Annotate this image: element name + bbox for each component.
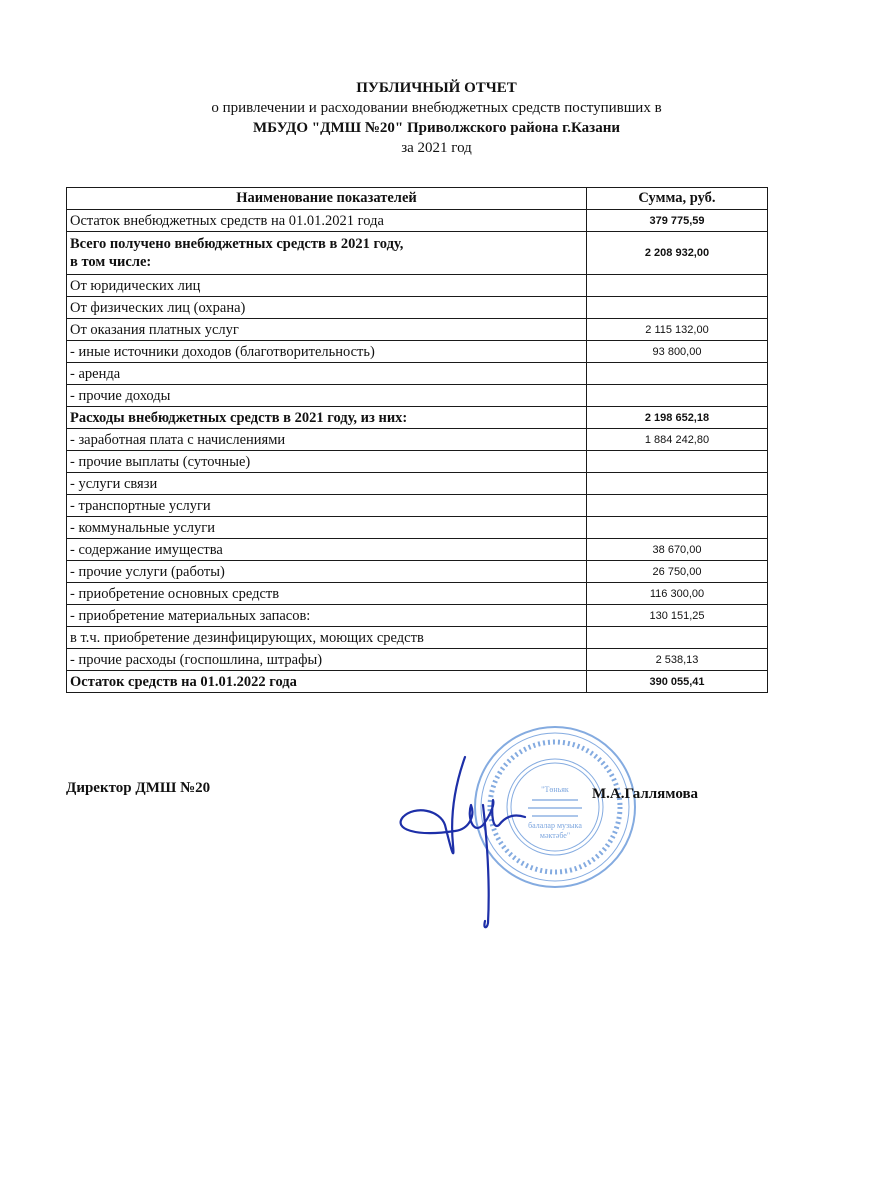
handwritten-signature (395, 745, 545, 935)
row-label: - прочие доходы (67, 385, 587, 407)
row-amount: 379 775,59 (587, 210, 768, 232)
table-row (67, 517, 768, 539)
table-row (67, 495, 768, 517)
row-label: - прочие расходы (госпошлина, штрафы) (67, 649, 587, 671)
row-amount: 26 750,00 (587, 561, 768, 583)
row-label (67, 232, 587, 275)
table-row (67, 210, 768, 232)
table-row (67, 297, 768, 319)
row-amount: 2 538,13 (587, 649, 768, 671)
table-row (67, 671, 768, 693)
row-amount (587, 517, 768, 539)
row-label: - приобретение основных средств (67, 583, 587, 605)
row-amount: 38 670,00 (587, 539, 768, 561)
row-label-line2: в том числе: (70, 254, 152, 270)
report-title: ПУБЛИЧНЫЙ ОТЧЕТ (356, 80, 517, 96)
row-amount: 2 115 132,00 (587, 319, 768, 341)
column-header-amount: Сумма, руб. (587, 188, 768, 210)
table-row (67, 605, 768, 627)
row-label: в т.ч. приобретение дезинфицирующих, моющих средств (67, 627, 587, 649)
row-amount (587, 363, 768, 385)
report-period: за 2021 год (401, 140, 472, 156)
row-amount (587, 495, 768, 517)
row-label: - содержание имущества (67, 539, 587, 561)
row-label: Расходы внебюджетных средств в 2021 году, из них: (67, 407, 587, 429)
row-label: - коммунальные услуги (67, 517, 587, 539)
row-label: - иные источники доходов (благотворительность) (67, 341, 587, 363)
table-row (67, 583, 768, 605)
row-label-line1: Всего получено внебюджетных средств в 2021 году, (70, 236, 404, 252)
row-label: - транспортные услуги (67, 495, 587, 517)
table-row (67, 627, 768, 649)
row-label: - прочие выплаты (суточные) (67, 451, 587, 473)
table-row (67, 341, 768, 363)
stamp-text-line1: "Төньяк (541, 785, 569, 794)
row-label: - аренда (67, 363, 587, 385)
organization-name: МБУДО "ДМШ №20" Приволжского района г.Казани (253, 120, 620, 136)
row-amount: 130 151,25 (587, 605, 768, 627)
row-label: - услуги связи (67, 473, 587, 495)
table-row (67, 407, 768, 429)
row-label: От юридических лиц (67, 275, 587, 297)
table-row (67, 561, 768, 583)
table-row (67, 275, 768, 297)
table-row (67, 429, 768, 451)
table-row (67, 363, 768, 385)
table-row (67, 319, 768, 341)
row-amount (587, 275, 768, 297)
table-row (67, 451, 768, 473)
signatory-role: Директор ДМШ №20 (66, 780, 211, 796)
row-label: От физических лиц (охрана) (67, 297, 587, 319)
row-label: Остаток средств на 01.01.2022 года (67, 671, 587, 693)
table-row (67, 385, 768, 407)
row-amount: 1 884 242,80 (587, 429, 768, 451)
signatory-name: М.А.Галлямова (592, 786, 699, 802)
row-amount: 2 198 652,18 (587, 407, 768, 429)
stamp-text-line2: балалар музыка (528, 821, 582, 830)
table-row (67, 649, 768, 671)
row-amount: 2 208 932,00 (587, 232, 768, 275)
row-amount (587, 627, 768, 649)
stamp-text-line3: мәктәбе" (539, 831, 571, 840)
row-amount: 116 300,00 (587, 583, 768, 605)
row-amount (587, 451, 768, 473)
table-row (67, 473, 768, 495)
table-row (67, 232, 768, 275)
row-label: - заработная плата с начислениями (67, 429, 587, 451)
row-amount: 93 800,00 (587, 341, 768, 363)
table-header-row (67, 188, 768, 210)
row-label: - прочие услуги (работы) (67, 561, 587, 583)
report-header (0, 78, 873, 158)
row-amount (587, 297, 768, 319)
report-subtitle: о привлечении и расходовании внебюджетных средств поступивших в (211, 100, 662, 116)
column-header-indicator: Наименование показателей (67, 188, 587, 210)
report-table (66, 187, 768, 693)
row-label: Остаток внебюджетных средств на 01.01.2021 года (67, 210, 587, 232)
row-amount: 390 055,41 (587, 671, 768, 693)
row-label: От оказания платных услуг (67, 319, 587, 341)
row-label: - приобретение материальных запасов: (67, 605, 587, 627)
row-amount (587, 473, 768, 495)
row-amount (587, 385, 768, 407)
table-row (67, 539, 768, 561)
